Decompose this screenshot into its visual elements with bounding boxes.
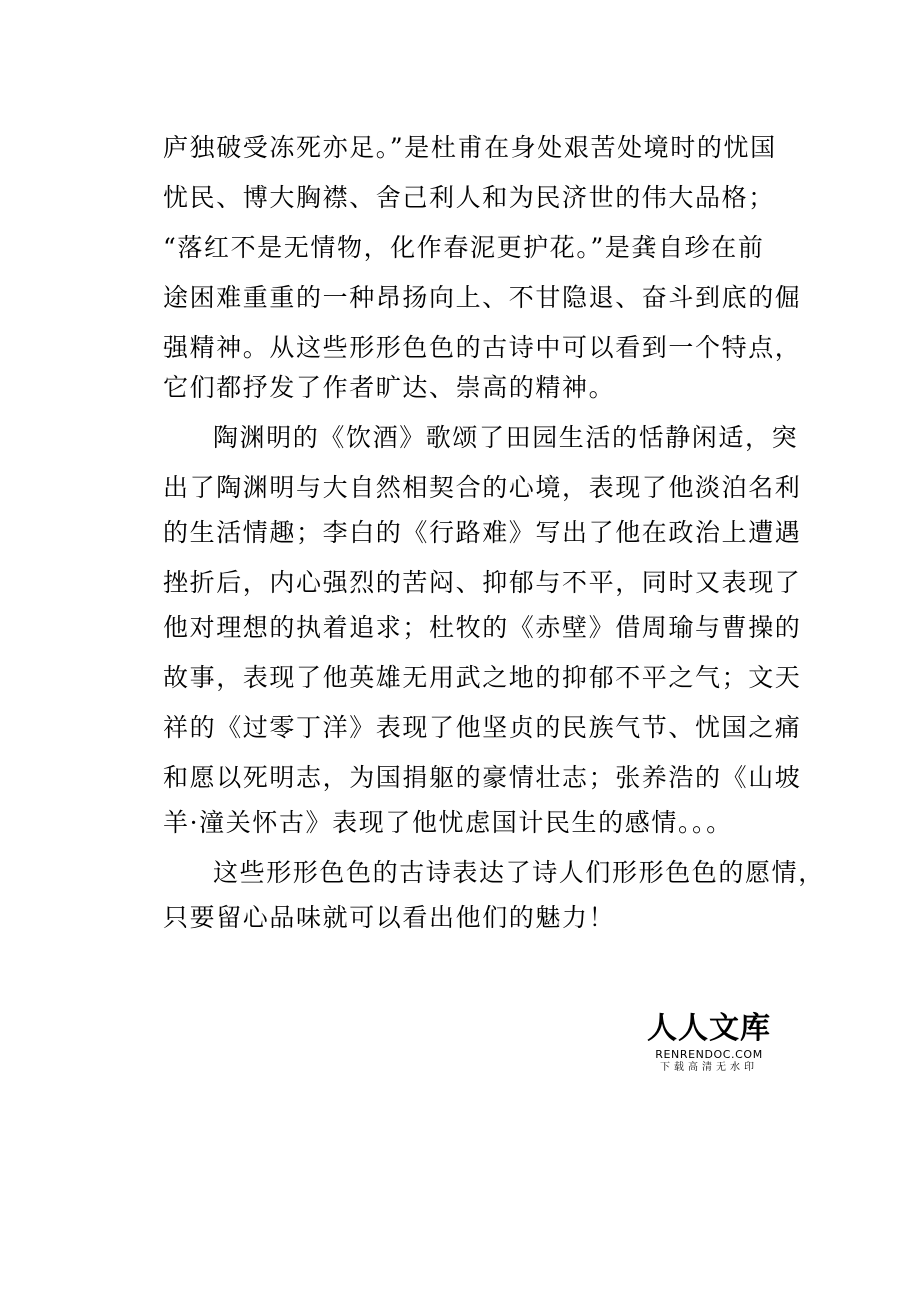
text-line: 忧民、博大胸襟、舍己利人和为民济世的伟大品格； [163, 183, 775, 212]
text-line: 祥的《过零丁洋》表现了他坚贞的民族气节、忧国之痛 [163, 713, 802, 742]
text-line: 的生活情趣；李白的《行路难》写出了他在政治上遭遇 [163, 518, 802, 547]
watermark-logo-tagline: 下载高清无水印 [660, 1062, 758, 1073]
text-line: 和愿以死明志，为国捐躯的豪情壮志；张养浩的《山坡 [163, 763, 802, 792]
text-line: 挫折后，内心强烈的苦闷、抑郁与不平，同时又表现了 [163, 568, 802, 597]
text-line: 出了陶渊明与大自然相契合的心境，表现了他淡泊名利 [163, 473, 802, 502]
text-line: 强精神。从这些形形色色的古诗中可以看到一个特点， [163, 333, 802, 362]
watermark-logo-domain: RENRENDOC.COM [655, 1048, 763, 1061]
text-line: 羊·潼关怀古》表现了他忧虑国计民生的感情。。。 [163, 808, 733, 837]
text-line: 它们都抒发了作者旷达、崇高的精神。 [163, 373, 616, 402]
text-line: 他对理想的执着追求；杜牧的《赤壁》借周瑜与曹操的 [163, 613, 802, 642]
text-line: 庐独破受冻死亦足。”是杜甫在身处艰苦处境时的忧国 [163, 133, 777, 162]
text-line: 只要留心品味就可以看出他们的魅力！ [163, 903, 616, 932]
watermark-logo-title: 人人文库 [647, 1011, 771, 1046]
text-line: 这些形形色色的古诗表达了诗人们形形色色的愿情， [213, 858, 825, 887]
watermark-logo [646, 1012, 772, 1074]
text-line: “落红不是无情物，化作春泥更护花。”是龚自珍在前 [163, 233, 765, 262]
text-line: 途困难重重的一种昂扬向上、不甘隐退、奋斗到底的倔 [163, 283, 802, 312]
text-line: 陶渊明的《饮酒》歌颂了田园生活的恬静闲适，突 [213, 423, 799, 452]
text-line: 故事，表现了他英雄无用武之地的抑郁不平之气；文天 [163, 663, 802, 692]
